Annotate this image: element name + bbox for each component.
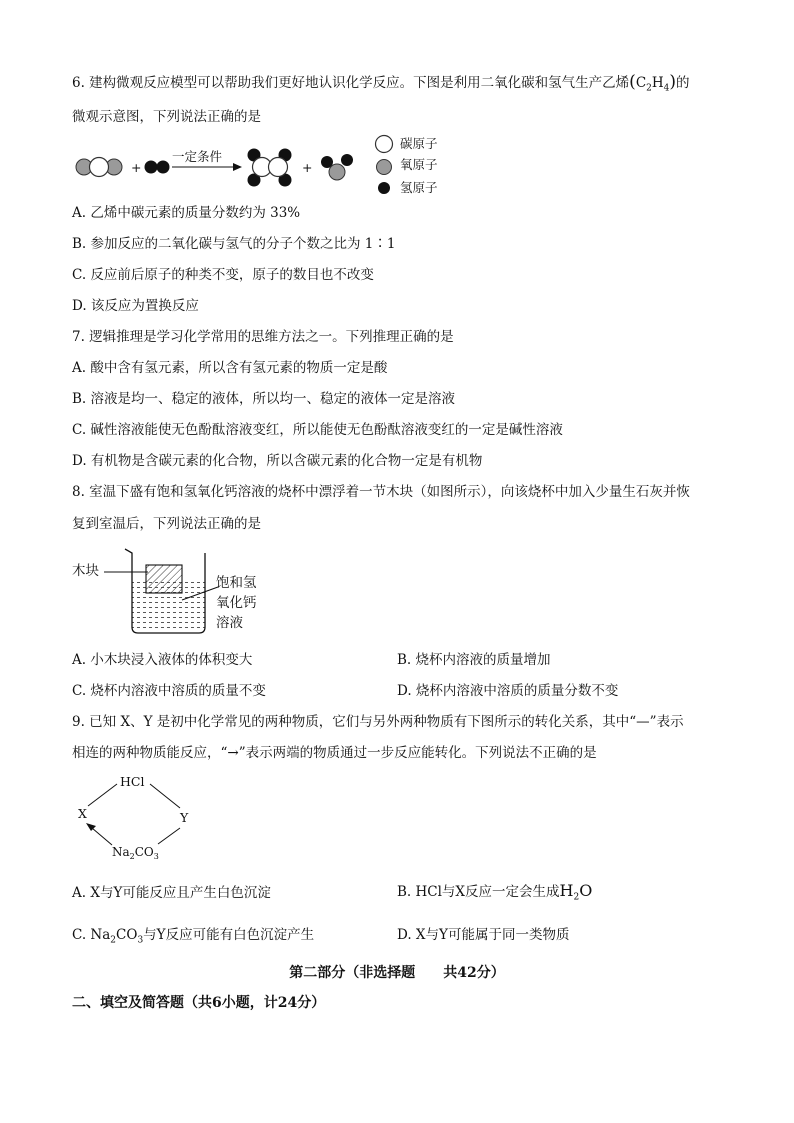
block-label: 木块	[72, 563, 99, 579]
h2-hydrogen-atom	[145, 161, 158, 174]
c2h4-carbon-atom	[269, 158, 288, 177]
solution-label-3: 溶液	[216, 615, 243, 631]
solution-label-2: 氧化钙	[216, 595, 257, 611]
q6-option-a: A. 乙烯中碳元素的质量分数约为 33%	[72, 205, 301, 221]
legend-carbon-icon	[376, 136, 393, 153]
beaker-diagram	[70, 545, 290, 645]
link-hcl-y	[150, 784, 180, 808]
wooden-block	[146, 565, 182, 593]
link-y-na2co3	[158, 828, 180, 844]
legend-oxygen-label: 氧原子	[400, 157, 438, 172]
plus-sign: +	[302, 160, 313, 175]
q8-option-a: A. 小木块浸入液体的体积变大	[72, 652, 253, 668]
node-y: Y	[180, 810, 189, 825]
q6-option-b: B. 参加反应的二氧化碳与氢气的分子个数之比为 1∶1	[72, 236, 396, 252]
q6-stem-line1: 6. 建构微观反应模型可以帮助我们更好地认识化学反应。下图是利用二氧化碳和氢气生产乙烯$(C_2H_4)$的	[72, 72, 690, 94]
solution-label-1: 饱和氢	[216, 575, 257, 591]
q9-option-a: A. X与Y可能反应且产生白色沉淀	[72, 885, 271, 901]
plus-sign: +	[131, 160, 142, 175]
section-heading: 二、填空及简答题（共6小题，计24分）	[72, 995, 326, 1011]
legend-hydrogen-label: 氢原子	[400, 180, 438, 195]
reaction-condition: 一定条件	[172, 149, 223, 164]
q6-option-c: C. 反应前后原子的种类不变，原子的数目也不改变	[72, 267, 374, 283]
arrow-head-icon	[233, 163, 242, 171]
transformation-diagram	[72, 770, 202, 865]
q7-option-c: C. 碱性溶液能使无色酚酞溶液变红，所以能使无色酚酞溶液变红的一定是碱性溶液	[72, 422, 563, 438]
q6-option-d: D. 该反应为置换反应	[72, 298, 199, 314]
part2-title: 第二部分（非选择题 共42分）	[289, 965, 505, 981]
legend-hydrogen-icon	[378, 182, 390, 194]
q7-stem: 7. 逻辑推理是学习化学常用的思维方法之一。下列推理正确的是	[72, 329, 454, 345]
q7-option-d: D. 有机物是含碳元素的化合物，所以含碳元素的化合物一定是有机物	[72, 453, 483, 469]
reaction-diagram	[70, 136, 450, 196]
q7-option-b: B. 溶液是均一、稳定的液体，所以均一、稳定的液体一定是溶液	[72, 391, 456, 407]
q9-option-d: D. X与Y可能属于同一类物质	[397, 927, 570, 943]
arrow-na2co3-x	[92, 828, 112, 845]
legend-carbon-label: 碳原子	[400, 136, 438, 151]
h2o-oxygen-atom	[329, 164, 345, 180]
node-hcl: HCl	[120, 774, 145, 789]
legend-oxygen-icon	[377, 160, 392, 175]
co2-carbon-atom	[90, 158, 109, 177]
q8-stem-line1: 8. 室温下盛有饱和氢氧化钙溶液的烧杯中漂浮着一节木块（如图所示），向该烧杯中加入少量生石灰并恢	[72, 484, 690, 500]
q7-option-a: A. 酸中含有氢元素，所以含有氢元素的物质一定是酸	[72, 360, 388, 376]
node-x: X	[78, 806, 87, 821]
q9-option-c: C. $Na_2CO_3$与Y反应可能有白色沉淀产生	[72, 927, 315, 946]
q9-stem-line2: 相连的两种物质能反应，“→”表示两端的物质通过一步反应能转化。下列说法不正确的是	[72, 745, 597, 761]
q6-stem-line2: 微观示意图，下列说法正确的是	[72, 109, 261, 125]
q8-option-d: D. 烧杯内溶液中溶质的质量分数不变	[397, 683, 619, 699]
h2o-hydrogen-atom	[341, 154, 353, 166]
q9-option-b: B. HCl与X反应一定会生成$H_2O$	[397, 881, 593, 903]
q8-stem-line2: 复到室温后，下列说法正确的是	[72, 516, 261, 532]
q8-option-c: C. 烧杯内溶液中溶质的质量不变	[72, 683, 266, 699]
h2-hydrogen-atom	[157, 161, 170, 174]
q9-stem-line1: 9. 已知 X、Y 是初中化学常见的两种物质，它们与另外两种物质有下图所示的转化关系，其中“—”表示	[72, 714, 684, 730]
link-hcl-x	[88, 784, 117, 806]
node-na2co3: $Na_2CO_3$	[112, 845, 159, 861]
q8-option-b: B. 烧杯内溶液的质量增加	[397, 652, 551, 668]
